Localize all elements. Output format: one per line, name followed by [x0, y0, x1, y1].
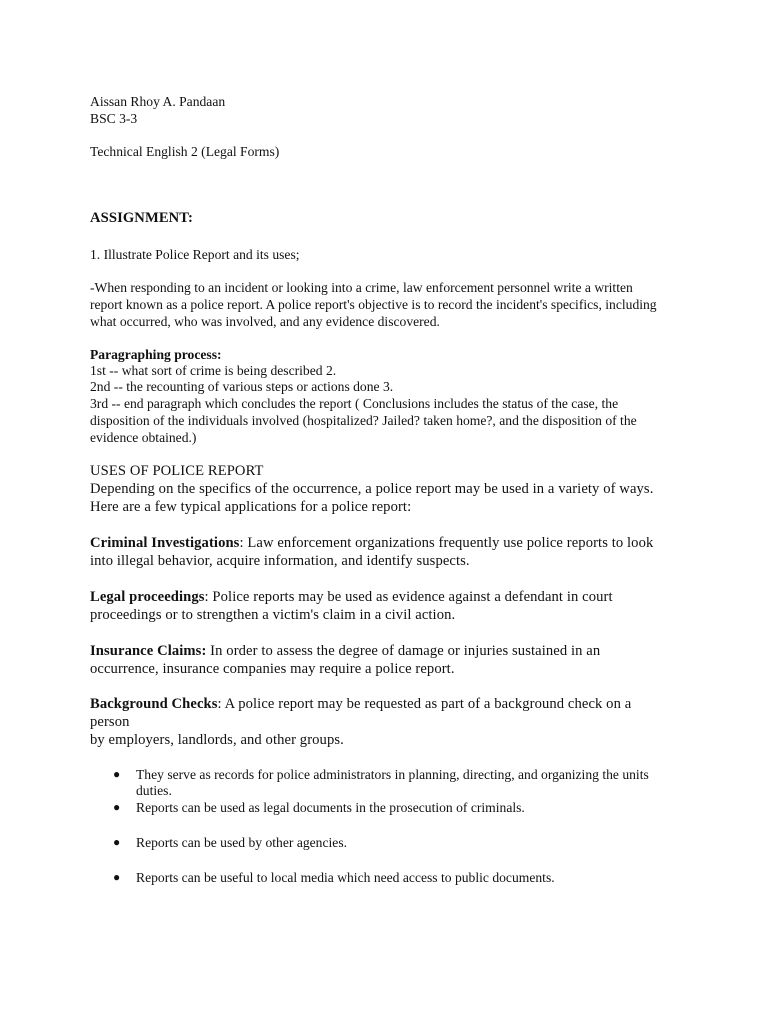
background-term: Background Checks [90, 696, 218, 712]
paragraphing-line-3: 3rd -- end paragraph which concludes the report ( Conclusions includes the status of the case, the [90, 396, 619, 411]
bullet-3: Reports can be used by other agencies. [136, 835, 348, 850]
legal-line-2: proceedings or to strengthen a victim's claim in a civil action. [90, 607, 456, 623]
assignment-heading: ASSIGNMENT: [90, 210, 193, 226]
bullet-dot-3: ● [113, 835, 121, 849]
bullet-1-line-2: duties. [136, 783, 172, 798]
bullet-1-line-1: They serve as records for police administrators in planning, directing, and organizing the units [136, 767, 649, 782]
background-line-2: person [90, 714, 130, 730]
legal-line-1: Legal proceedings: Police reports may be used as evidence against a defendant in court [90, 589, 613, 605]
bullet-dot-4: ● [113, 870, 121, 884]
criminal-term: Criminal Investigations [90, 535, 240, 551]
background-line-3: by employers, landlords, and other groups. [90, 732, 344, 748]
bullet-dot-2: ● [113, 800, 121, 814]
uses-intro-line-1: Depending on the specifics of the occurrence, a police report may be used in a variety of ways. [90, 481, 654, 497]
definition-line-2: report known as a police report. A police report's objective is to record the incident's specifics, including [90, 297, 657, 312]
background-line-1: Background Checks: A police report may be requested as part of a background check on a [90, 696, 632, 712]
definition-line-3: what occurred, who was involved, and any evidence discovered. [90, 314, 440, 329]
insurance-line-2: occurrence, insurance companies may require a police report. [90, 661, 455, 677]
bullet-2: Reports can be used as legal documents in the prosecution of criminals. [136, 800, 525, 815]
uses-heading: USES OF POLICE REPORT [90, 463, 264, 479]
assignment-item-1: 1. Illustrate Police Report and its uses; [90, 247, 300, 262]
uses-intro-line-2: Here are a few typical applications for a police report: [90, 499, 412, 515]
paragraphing-line-1: 1st -- what sort of crime is being described 2. [90, 363, 337, 378]
definition-line-1: -When responding to an incident or looking into a crime, law enforcement personnel write a written [90, 280, 633, 295]
insurance-term: Insurance Claims: [90, 643, 207, 659]
course-title: Technical English 2 (Legal Forms) [90, 144, 280, 159]
bullet-4: Reports can be useful to local media which need access to public documents. [136, 870, 555, 885]
criminal-line-1: Criminal Investigations: Law enforcement organizations frequently use police reports to look [90, 535, 654, 551]
insurance-line-1: Insurance Claims: In order to assess the degree of damage or injuries sustained in an [90, 643, 601, 659]
paragraphing-line-2: 2nd -- the recounting of various steps or actions done 3. [90, 379, 394, 394]
paragraphing-line-5: evidence obtained.) [90, 430, 197, 445]
paragraphing-line-4: disposition of the individuals involved (hospitalized? Jailed? taken home?, and the disposition of the [90, 413, 637, 428]
criminal-line-2: into illegal behavior, acquire information, and identify suspects. [90, 553, 470, 569]
author-section: BSC 3-3 [90, 111, 138, 126]
legal-term: Legal proceedings [90, 589, 205, 605]
author-name: Aissan Rhoy A. Pandaan [90, 94, 226, 109]
bullet-dot-1: ● [113, 767, 121, 781]
paragraphing-heading: Paragraphing process: [90, 347, 222, 362]
